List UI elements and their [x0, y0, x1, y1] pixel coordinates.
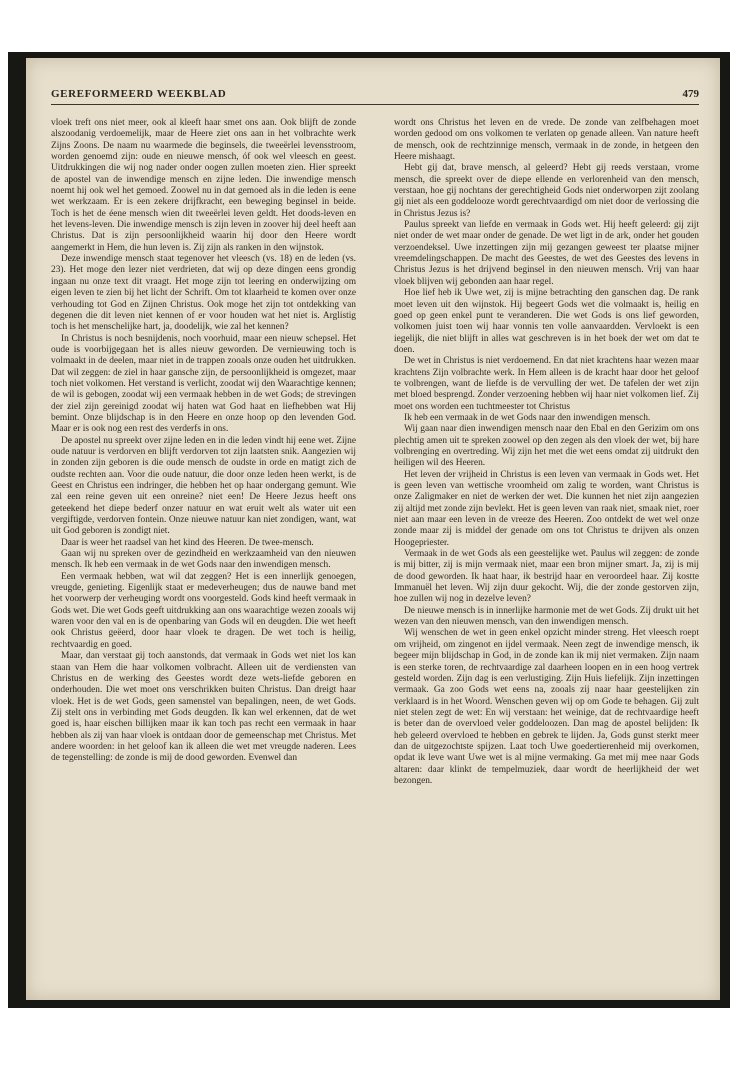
paragraph: Hoe lief heb ik Uwe wet, zij is mijne betrachting den ganschen dag. De rank moet leven uit den wijnstok. Hij begeert Gods wet die volmaakt is, heilig en goed op geen enkel punt te veranderen. Die wet Gods is ons lief geworden, volkomen juist toen wij haar vonnis ten volle aanvaardden. Vervloekt is een iegelijk, die niet blijft in alles wat geschreven is in het boek der wet om dat te doen. [394, 288, 699, 355]
paragraph: Maar, dan verstaat gij toch aanstonds, dat vermaak in Gods wet niet los kan staan van Hem die haar volkomen volbracht. Alleen uit de verdiensten van Christus en de werking des Geestes wordt deze wets-liefde geboren en onderhouden. Die wet moet ons verschrikken buiten Christus. Dan dreigt haar vloek. Het is de wet Gods, geen samenstel van bepalingen, neen, de wet Gods. Zij stelt ons in verbinding met Gods deugden. Ik kan wel erkennen, dat de wet goed is, haar eischen billijken maar ik kan toch pas recht een vermaak in haar hebben als zij van haar vloek is ontdaan door de gemeenschap met Christus. Met andere woorden: in het geloof kan ik alleen die wet met vreugde naderen. Lees de tegenstelling: de zonde is mij de dood geworden. Evenwel dan [51, 651, 356, 764]
paragraph: Ik heb een vermaak in de wet Gods naar den inwendigen mensch. [404, 412, 651, 423]
page-header [51, 88, 699, 105]
paragraph: Het leven der vrijheid in Christus is een leven van vermaak in Gods wet. Het is geen leven van wettische vroomheid om zalig te worden, want Christus is onze Zaligmaker en niet de werken der wet. Die kunnen het niet zijn aangezien zij altijd met zonde zijn bevlekt. Het is geen leven van raak niet, smaak niet, roer niet aan maar een leven in de vreeze des Heeren. Zoo ontdekt de wet wel onze zonde maar zij is middel der genade om ons tot Christus te drijven als onzen Hoogepriester. [394, 469, 699, 548]
top-margin [0, 0, 738, 52]
page-number: 479 [682, 88, 699, 100]
paragraph: Een vermaak hebben, wat wil dat zeggen? Het is een innerlijk genoegen, vreugde, genieting. Eigenlijk staat er medeverheugen; dus de nauwe band met het voorwerp der verheuging wordt ons voorgesteld. Gods kind heeft vermaak in Gods wet. Die wet Gods geeft uitdrukking aan ons waarachtige wezen zooals wij waren voor den val en is de openbaring van Gods wil en deugden. Die wet heeft ook Christus geëerd, door haar vloek te dragen. De wet toch is heilig, rechtvaardig en goed. [51, 571, 356, 650]
paragraph: Daar is weer het raadsel van het kind des Heeren. De twee-mensch. [61, 537, 314, 548]
paragraph: Paulus spreekt van liefde en vermaak in Gods wet. Hij heeft geleerd: gij zijt niet onder de wet maar onder de genade. De wet ligt in de ark, onder het gouden verzoendeksel. Uwe inzettingen zijn mij gezangen geweest ter plaatse mijner vreemdelingschappen. De macht des Geestes, de wet des Geestes des levens in Christus Jezus is het drijvend beginsel in den nieuwen mensch. Vrij van haar vloek blijven wij gebonden aan haar regel. [394, 220, 699, 287]
bottom-margin [0, 1008, 738, 1068]
paragraph: De nieuwe mensch is in innerlijke harmonie met de wet Gods. Zij drukt uit het wezen van den nieuwen mensch, van den inwendigen mensch. [394, 605, 699, 628]
paragraph: wordt ons Christus het leven en de vrede. De zonde van zelfbehagen moet worden gedood om ons volkomen te verlaten op genade alleen. Van nature heeft de mensch, ook de rechtzinnige mensch, vermaak in de zonde, in hetgeen den Heere mishaagt. [394, 118, 699, 163]
paragraph: Deze inwendige mensch staat tegenover het vleesch (vs. 18) en de leden (vs. 23). Het moge den lezer niet verdrieten, dat wij op deze dingen eens grondig ingaan nu onze text dit vraagt. Het moge zijn tot leering en onderwijzing om eigen leven te zien bij het licht der Schrift. Om tot klaarheid te komen over onze verhouding tot God en Zijnen Christus. Ook moge het zijn tot ontdekking van degenen die dit leven niet kennen of er voor houden wat het niet is. Arglistig toch is het menschelijke hart, ja, doodelijk, wie zal het kennen? [51, 254, 356, 333]
paragraph: Hebt gij dat, brave mensch, al geleerd? Hebt gij reeds verstaan, vrome mensch, die spreekt over de diepe ellende en verlorenheid van den mensch, verstaan, hoe gij nochtans der gerechtigheid Gods niet onderworpen zijt zoolang gij niet als een goddelooze wordt gerechtvaardigd om niet door de verlossing die in Christus Jezus is? [394, 163, 699, 219]
paragraph: Gaan wij nu spreken over de gezindheid en werkzaamheid van den nieuwen mensch. Ik heb een vermaak in de wet Gods naar den inwendigen mensch. [51, 549, 356, 571]
paper-sheet [26, 58, 720, 1000]
left-column [51, 118, 356, 998]
journal-title: GEREFORMEERD WEEKBLAD [51, 88, 227, 100]
right-column [394, 118, 699, 998]
paragraph: Wij wenschen de wet in geen enkel opzicht minder streng. Het vleesch roept om vrijheid, om zingenot en ijdel vermaak. Neen zegt de inwendige mensch, ik begeer mijn blijdschap in God, in de zonde kan ik mij niet vermaken. Zijn naam is een sterke toren, de rechtvaardige zal daarheen loopen en in een hoog vertrek gesteld worden. Zijn dag is een verlustiging. Zijn Huis liefelijk. Zijn inzettingen vermaak. Ga zoo Gods wet eens na, zooals zij naar haar geestelijken zin verklaard is in het Woord. Wenschen geven wij op om Gode te behagen. Gij zult niet stelen zegt de wet: En wij verstaan: het weinige, dat de rechtvaardige heeft is beter dan de overvloed veler goddeloozen. Dan mag de apostel belijden: Ik heb geleerd overvloed te hebben en gebrek te lijden. Ja, Gods gunst sterkt meer dan de uitgezochtste spijzen. Laat toch Uwe goedertierenheid mij overkomen, opdat ik leve want Uwe wet is al mijne vermaking. Ga met mij mee naar Gods altaren: daar klinkt de tempelmuziek, daar wordt de heerlijkheid der wet bezongen. [394, 628, 699, 786]
paragraph: De apostel nu spreekt over zijne leden en in die leden vindt hij eene wet. Zijne oude natuur is verdorven en blijft verdorven tot zijn laatsten snik. Aangezien wij in zonden zijn geboren is die oude mensch de oudste in orde en matigt zich de oudste rechten aan. Voor die oude natuur, die door onze leden heen werkt, is de Geest en Christus een indringer, die hebben het op haar ondergang gemunt. Wie zal een reine geven uit een onreine? niet een! De Heere Jezus heeft ons geteekend het diepe bederf onzer natuur en wat eruit welt als water uit een vergiftigde, verdorven fontein. Onze nieuwe natuur kan niet zondigen, want, wat uit God geboren is zondigt niet. [51, 435, 356, 537]
paragraph: Vermaak in de wet Gods als een geestelijke wet. Paulus wil zeggen: de zonde is mij bitter, zij is mijn vermaak niet, maar een bron mijner smart. Ja, zij is mij de dood geworden. Ik haat haar, ik bestrijd haar en veroordeel haar. Zij kostte Immanuël het leven. Wij zijn duur gekocht. Wij, die der zonde gestorven zijn, hoe zullen wij nog in dezelve leven? [394, 549, 699, 605]
scanned-page [8, 52, 730, 1008]
paragraph: De wet in Christus is niet verdoemend. En dat niet krachtens haar wezen maar krachtens Zijn volbrachte werk. In Hem alleen is de kracht haar door het geloof te volbrengen, want de liefde is de vervulling der wet. De tafelen der wet zijn met bloed besprengd. Zonder verzoening hebben wij haar niet volkomen lief. Zij moet ons worden een tuchtmeester tot Christus [394, 356, 699, 412]
paragraph: In Christus is noch besnijdenis, noch voorhuid, maar een nieuw schepsel. Het oude is voorbijgegaan het is alles nieuw geworden. De vernieuwing toch is volmaakt in de deelen, maar niet in de trappen zooals onze ouden het uitdrukken. Dat wil zeggen: de ziel in haar gansche zijn, de persoonlijkheid is omgezet, maar toch niet volkomen. Het verstand is verlicht, zoodat wij den Waarachtige kennen; de wil is gebogen, zoodat wij een vermaak hebben in de wet Gods; de strevingen der ziel zijn gereinigd zoodat wij haten wat God haat en liefhebben wat Hij bemint. Onze blijdschap is in den Heere en onze hoop op den levenden God. Maar er is ook nog een rest des verderfs in ons. [51, 333, 356, 435]
paragraph: Wij gaan naar dien inwendigen mensch naar den Ebal en den Gerizim om ons plechtig amen uit te spreken zoowel op den zegen als den vloek der wet, bij hare volbrenging en overtreding. Wij zijn het met die wet eens omdat zij uitdrukt den heiligen wil des Heeren. [394, 424, 699, 469]
paragraph: vloek treft ons niet meer, ook al kleeft haar smet ons aan. Ook blijft de zonde alszoodanig verdoemelijk, maar de Heere ziet ons aan in het volbrachte werk Zijns Zoons. De naam nu waarmede die beginsels, die tweeërlei levensstroom, worden genoemd zijn: oude en nieuwe mensch, óf ook wel vleesch en geest. Uitdrukkingen die wij nog nader onder oogen zullen moeten zien. Hier spreekt de apostel van de inwendige mensch en zijne leden. Die inwendige mensch noemt hij ook wel het gemoed. Zoowel nu in dat gemoed als in die leden is eene wet werkzaam. Er is een zekere drijfkracht, een beweging beginsel in beide. Toch is het de éene mensch wien dit tweeërlei leven geldt. Het doods-leven en het levens-leven. Die inwendige mensch is zijn leven in zoover hij deel heeft aan Christus. Dat is zijn persoonlijkheid waarin hij door den Heere wordt aangemerkt in Hem, die hun leven is. Zij zijn als ranken in den wijnstok. [51, 118, 356, 253]
